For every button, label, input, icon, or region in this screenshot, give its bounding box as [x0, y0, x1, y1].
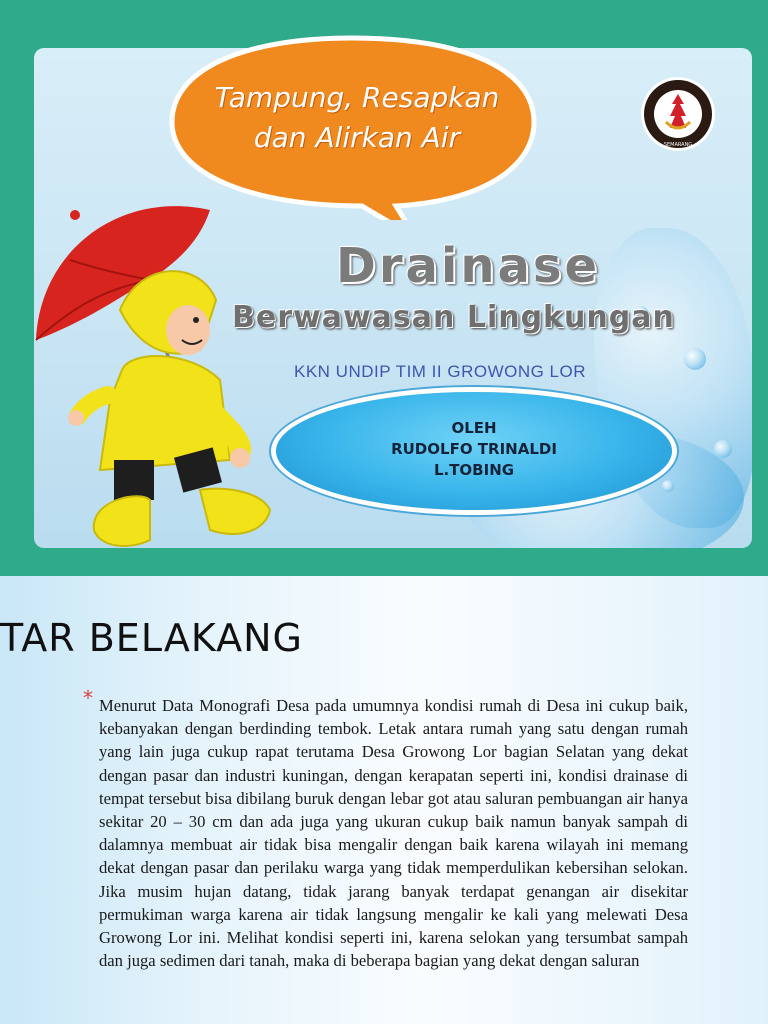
author-line-3: L.TOBING [433, 461, 515, 479]
university-seal-icon [640, 76, 716, 152]
bullet-marker: * [83, 686, 93, 710]
author-line-2: RUDOLFO TRINALDI [391, 440, 557, 458]
bubble-line-1: Tampung, Resapkan [214, 81, 500, 114]
water-drop [662, 480, 674, 492]
background-slide [0, 576, 768, 1024]
bubble-text [182, 78, 532, 158]
author-line-1: OLEH [451, 419, 497, 437]
author-text [276, 418, 672, 481]
bubble-line-2: dan Alirkan Air [253, 121, 461, 154]
logo-bottom-text: SEMARANG [663, 142, 693, 148]
water-drop [714, 440, 732, 458]
body-paragraph: Menurut Data Monografi Desa pada umumnya kondisi rumah di Desa ini cukup baik, kebanyakan dengan berdinding tembok. Letak antara rumah yang satu dengan rumah yang lain juga cukup rapat terutama Desa Growong Lor bagian Selatan yang dekat dengan pasar dan industri kuningan, dengan kerapatan seperti ini, kondisi drainase di tempat tersebut bisa dibilang buruk dengan lebar got atau saluran pembuangan air hanya sekitar 20 – 30 cm dan ada juga yang ukuran cukup baik namun banyak sampah di dalamnya membuat air tidak bisa mengalir dengan baik karena wilayah ini memang dekat dengan pasar dan perilaku warga yang tidak memperdulikan kebersihan selokan. Jika musim hujan datang, tidak jarang banyak terdapat genangan air disekitar permukiman warga karena air tidak langsung mengalir ke kali yang melewati Desa Growong Lor ini. Melihat kondisi seperti ini, karena selokan yang tersumbat sampah dan juga sedimen dari tanah, maka di beberapa bagian yang dekat dengan saluran [99, 696, 688, 971]
slide-title: Drainase [336, 238, 601, 294]
slide-subtitle: Berwawasan Lingkungan [232, 300, 675, 335]
water-drop [684, 348, 706, 370]
section-heading: TAR BELAKANG [0, 616, 303, 660]
team-label: KKN UNDIP TIM II GROWONG LOR [294, 362, 587, 381]
child-umbrella-illustration [30, 190, 290, 560]
